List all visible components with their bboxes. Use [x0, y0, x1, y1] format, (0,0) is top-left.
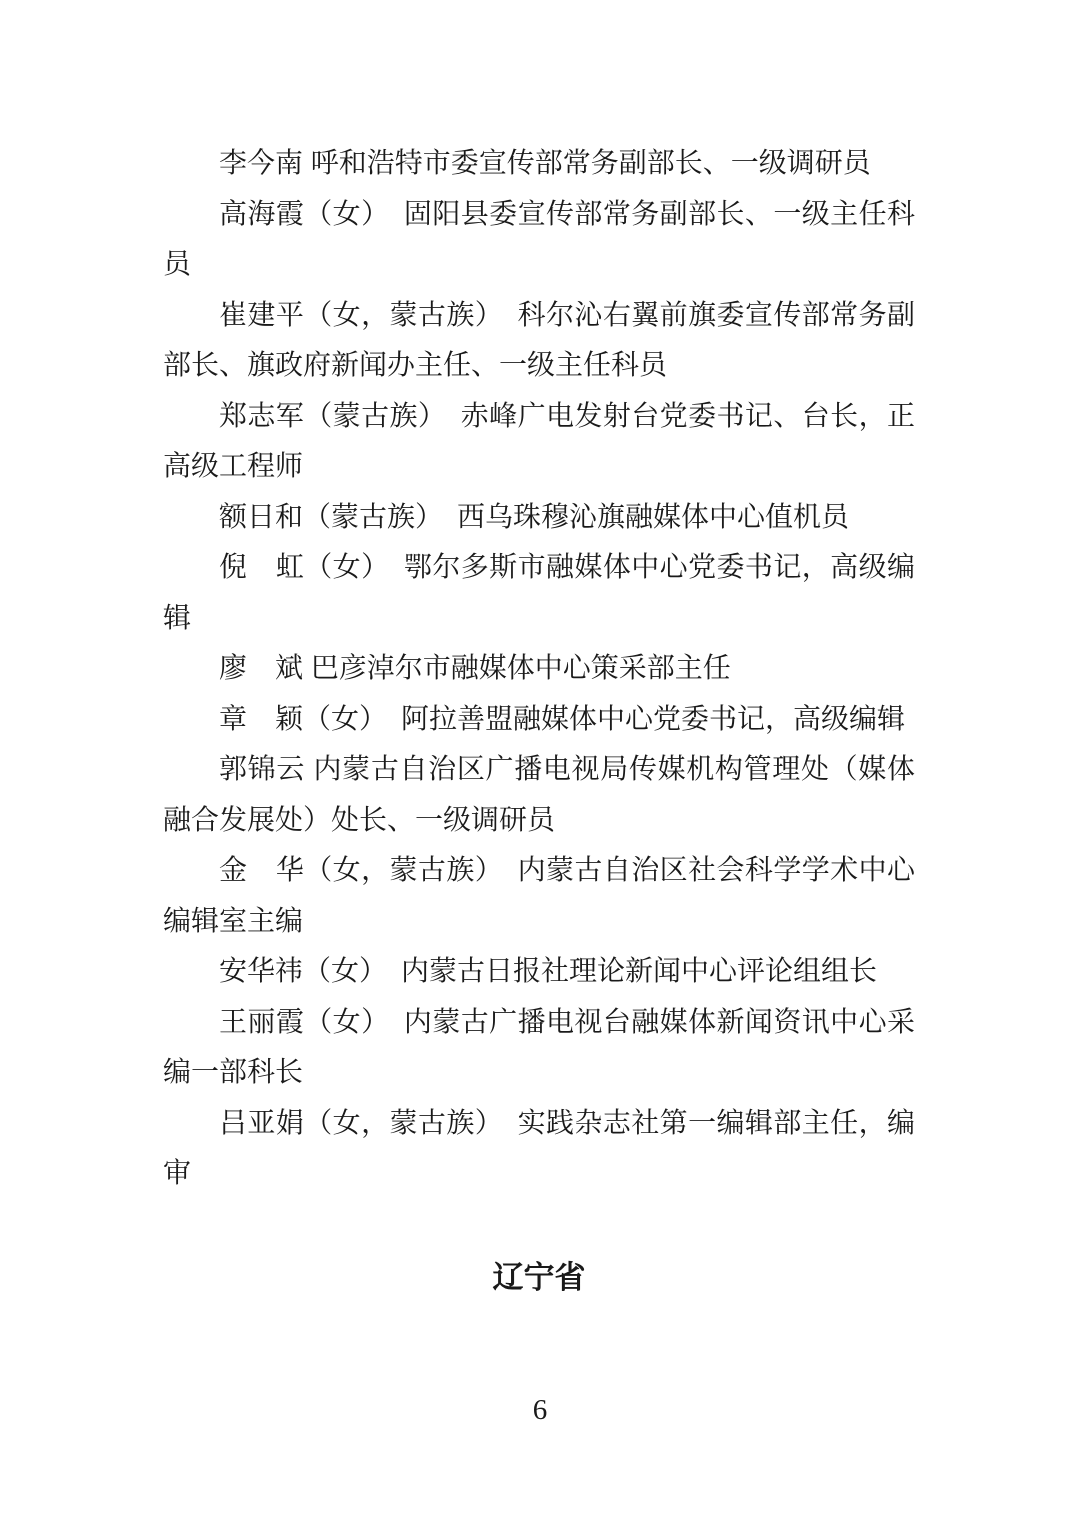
roster-entry: 倪 虹（女） 鄂尔多斯市融媒体中心党委书记，高级编辑: [163, 551, 915, 633]
roster-entry: 王丽霞（女） 内蒙古广播电视台融媒体新闻资讯中心采编一部科长: [163, 1005, 915, 1087]
roster-entry: 额日和（蒙古族） 西乌珠穆沁旗融媒体中心值机员: [219, 500, 850, 532]
roster-entry: 郑志军（蒙古族） 赤峰广电发射台党委书记、台长，正高级工程师: [163, 399, 915, 481]
roster-entry: 吕亚娟（女，蒙古族） 实践杂志社第一编辑部主任，编审: [163, 1106, 915, 1188]
roster-entry: 郭锦云 内蒙古自治区广播电视局传媒机构管理处（媒体融合发展处）处长、一级调研员: [163, 753, 915, 835]
roster-entry: 高海霞（女） 固阳县委宣传部常务副部长、一级主任科员: [163, 197, 915, 279]
page-number: 6: [532, 1394, 548, 1426]
roster-entry: 廖 斌 巴彦淖尔市融媒体中心策采部主任: [219, 652, 731, 683]
province-section-header: 辽宁省: [492, 1259, 586, 1295]
roster-entry: 金 华（女，蒙古族） 内蒙古自治区社会科学学术中心编辑室主编: [163, 854, 915, 936]
page-body-text: [163, 138, 915, 1303]
roster-entry: 安华祎（女） 内蒙古日报社理论新闻中心评论组组长: [219, 955, 878, 986]
roster-entry: 崔建平（女，蒙古族） 科尔沁右翼前旗委宣传部常务副部长、旗政府新闻办主任、一级主任科员: [163, 298, 915, 380]
roster-entry: 章 颖（女） 阿拉善盟融媒体中心党委书记，高级编辑: [219, 702, 906, 734]
roster-entry: 李今南 呼和浩特市委宣传部常务副部长、一级调研员: [219, 147, 871, 178]
